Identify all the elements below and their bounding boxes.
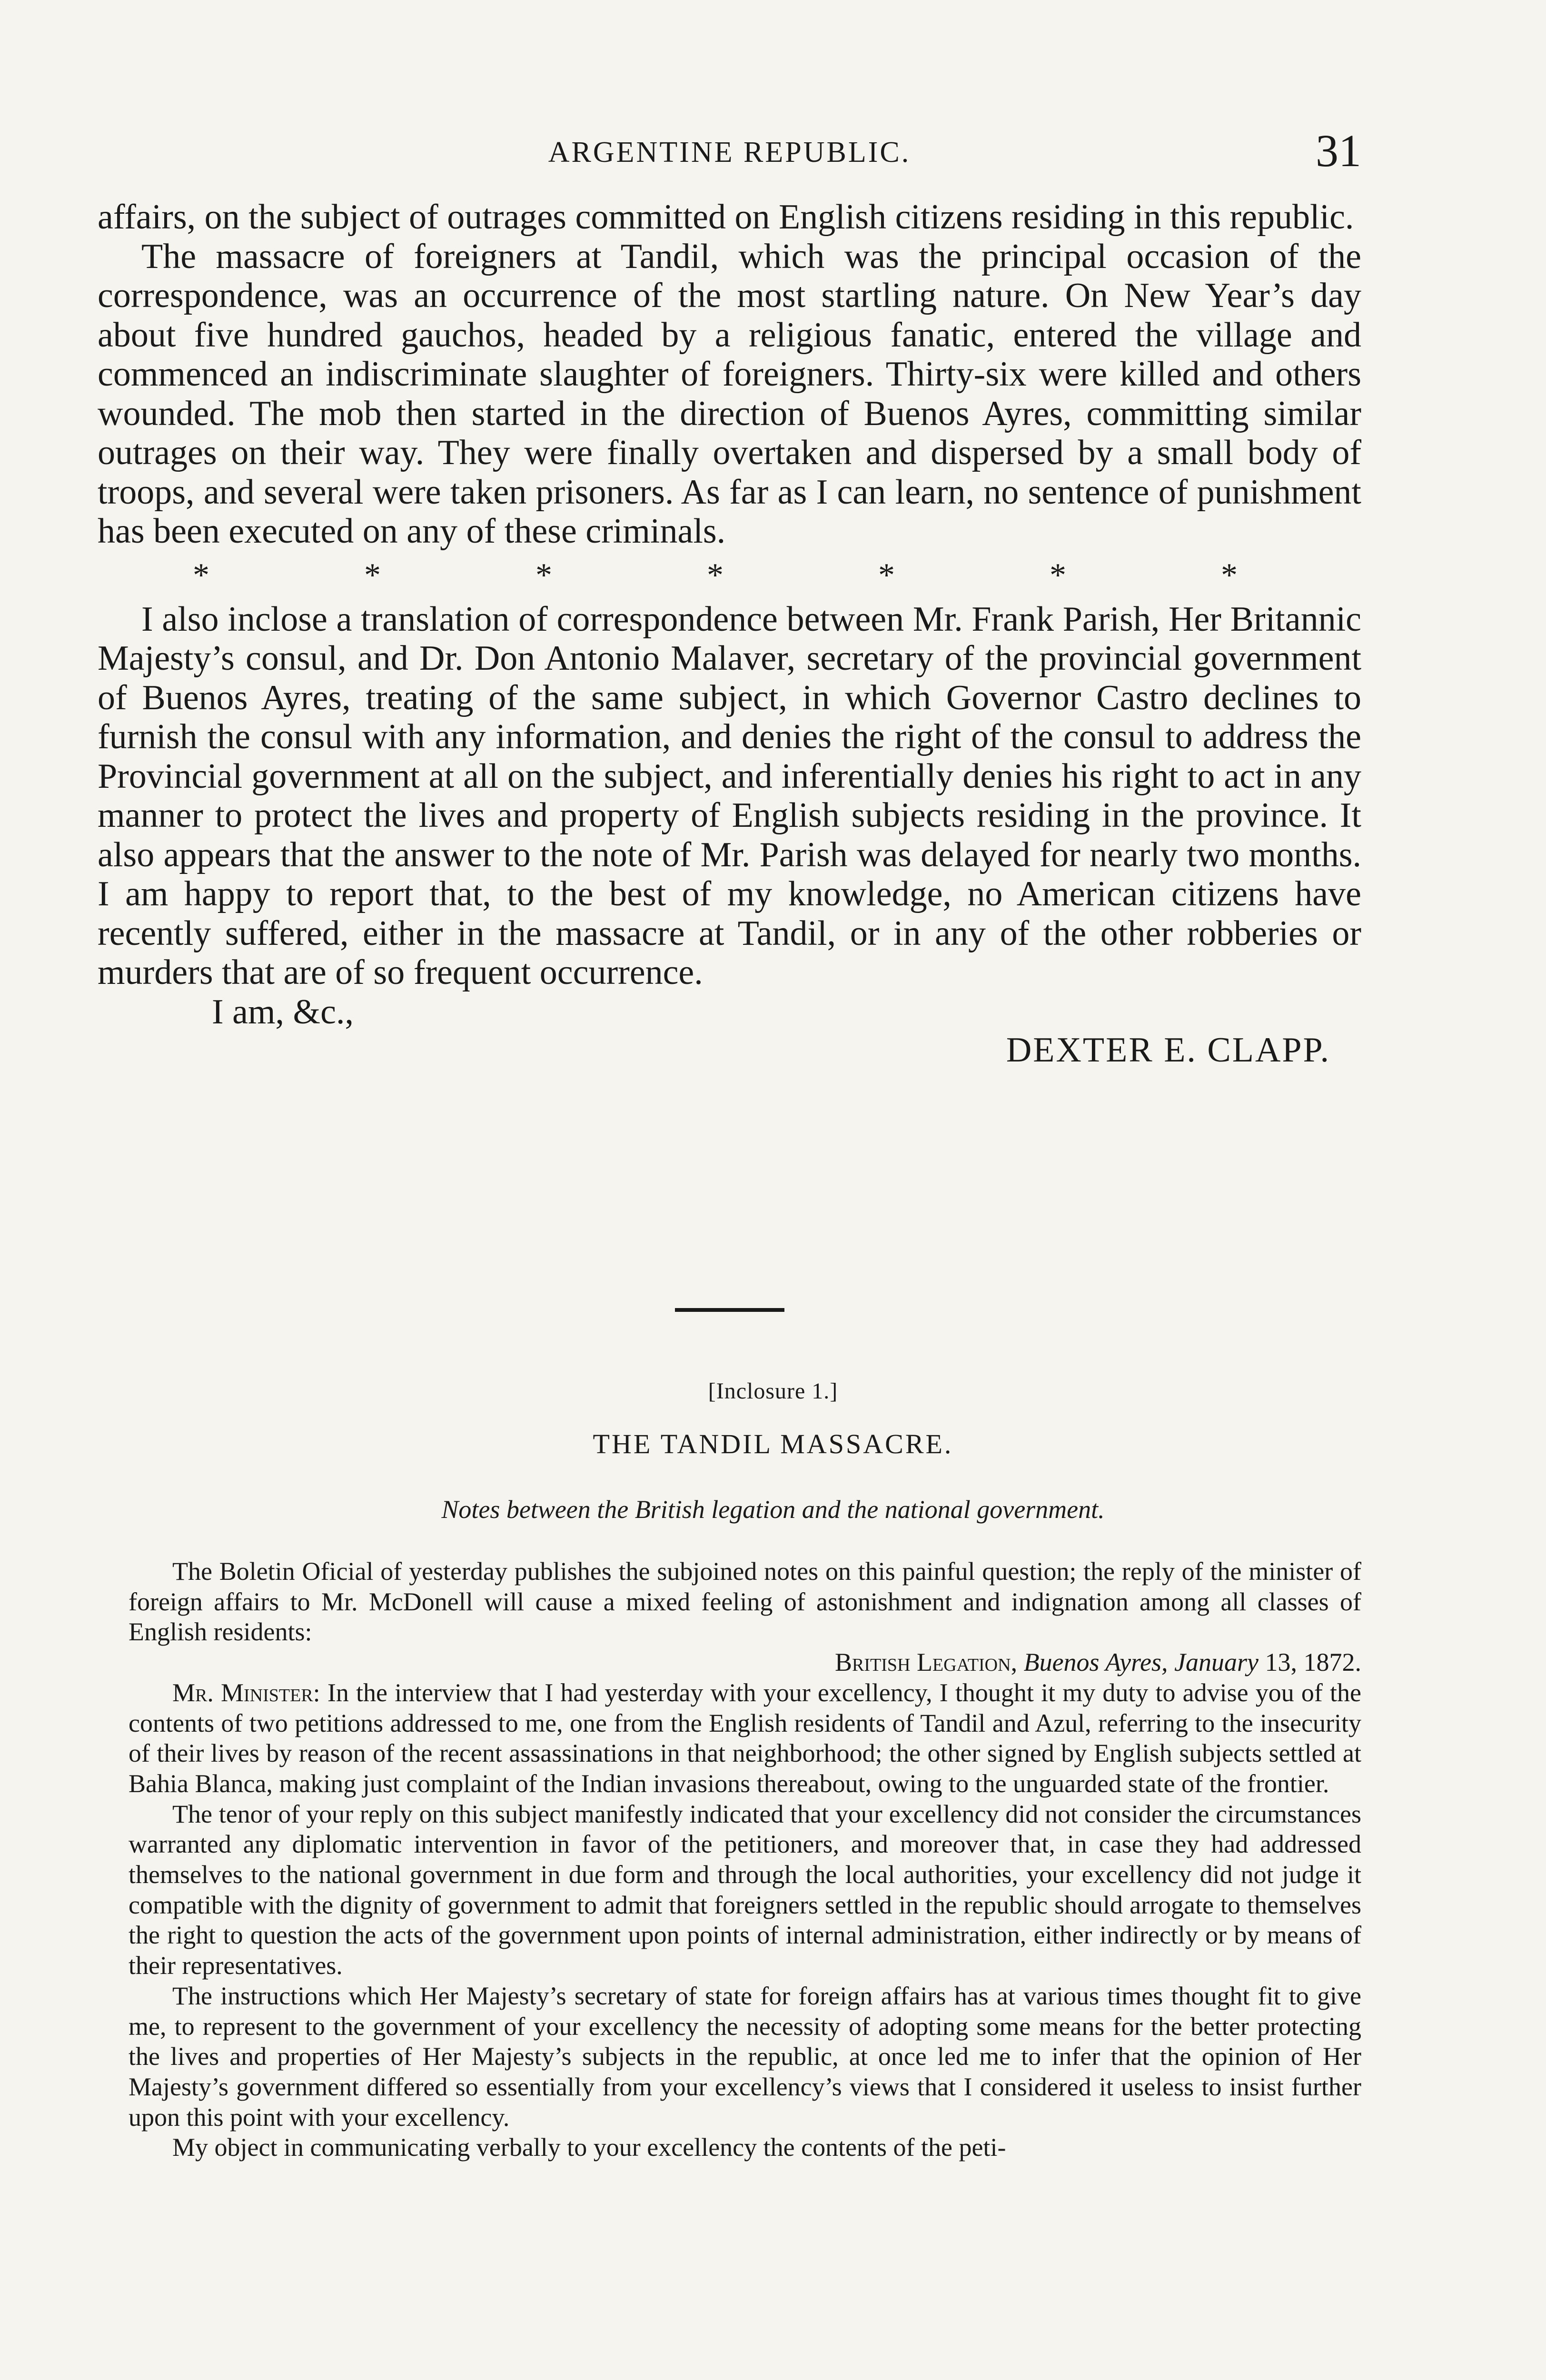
- star: *: [1050, 556, 1066, 594]
- enclosure-paragraph: My object in communicating verbally to your excellency the contents of the peti-: [172, 2133, 1006, 2162]
- enclosure-paragraph: The tenor of your reply on this subject manifestly indicated that your excellency did not consider the circumstances warranted any diplomatic intervention in favor of the petitioners, and moreover that, in case they had addressed themselves to the national government in due form and through the local authorities, your excellency did not judge it compatible with the dignity of government to admit that foreigners settled in the republic should arrogate to themselves the right to question the acts of the government upon points of internal administration, either indirectly or by means of their representatives.: [129, 1799, 1361, 1980]
- section-subtitle: Notes between the British legation and the national government.: [441, 1495, 1105, 1524]
- letter-paragraph: I also inclose a translation of correspondence between Mr. Frank Parish, Her Britannic Majesty’s consul, and Dr. Don Antonio Malaver, secretary of the provincial government of Buenos Ayres, treating of the same subject, in which Governor Castro declines to furnish the consul with any information, and denies the right of the consul to address the Provincial government at all on the subject, and inferentially denies his right to act in any manner to protect the lives and property of English subjects residing in the province. It also appears that the answer to the note of Mr. Parish was delayed for nearly two months. I am happy to report that, to the best of my knowledge, no American citizens have recently suffered, either in the massacre at Tandil, or in any of the other robberies or murders that are of so frequent occurrence.: [98, 599, 1361, 992]
- enclosure-paragraph: The instructions which Her Majesty’s secretary of state for foreign affairs has at various times thought fit to give me, to represent to the government of your excellency the necessity of adopting some means for the better protecting the lives and properties of Her Majesty’s subjects in the republic, at once led me to infer that the opinion of Her Majesty’s government differed so essentially from your excellency’s views that I considered it useless to insist further upon this point with your excellency.: [129, 1981, 1361, 2132]
- enclosure-label: [Inclosure 1.]: [708, 1378, 838, 1404]
- running-header: [98, 121, 1361, 174]
- address-line: Mr. Minister:: [172, 1678, 320, 1707]
- letter-paragraph: affairs, on the subject of outrages committed on English citizens residing in this republic.: [98, 198, 1354, 237]
- star: *: [535, 556, 552, 594]
- page-number: 31: [1316, 125, 1361, 176]
- section-title: THE TANDIL MASSACRE.: [593, 1428, 953, 1459]
- enclosure-paragraph-text: In the interview that I had yesterday with your excellency, I thought it my duty to advise you of the contents of two petitions addressed to me, one from the English residents of Tandil and Azul, referring to the insecurity of their lives by reason of the recent assassinations in that neighborhood; the other signed by English subjects settled at Bahia Blanca, making just complaint of the Indian invasions thereabout, owing to the unguarded state of the frontier.: [129, 1678, 1362, 1798]
- enclosure-intro: The Boletin Oficial of yesterday publishes the subjoined notes on this painful question; the reply of the minister of foreign affairs to Mr. McDonell will cause a mixed feeling of astonishment and indignation among all classes of English residents:: [129, 1557, 1361, 1646]
- section-break-stars: [98, 556, 1361, 600]
- enclosure-paragraph: [129, 1678, 1361, 1799]
- dateline-date: 13, 1872.: [1265, 1648, 1361, 1677]
- running-title: ARGENTINE REPUBLIC.: [548, 136, 911, 169]
- star: *: [878, 556, 895, 594]
- dateline-month: January: [1174, 1648, 1259, 1677]
- signature: DEXTER E. CLAPP.: [1006, 1030, 1330, 1070]
- divider-rule: [675, 1308, 784, 1312]
- dateline: [129, 1647, 1361, 1678]
- star: *: [707, 556, 723, 594]
- letter-closing: [98, 992, 1361, 1069]
- star: *: [1221, 556, 1238, 594]
- letter-paragraph: The massacre of foreigners at Tandil, which was the principal occasion of the correspondence, was an occurrence of the most startling nature. On New Year’s day about five hundred gauchos, headed by a religious fanatic, entered the village and commenced an indiscriminate slaughter of foreigners. Thirty-six were killed and others wounded. The mob then started in the direction of Buenos Ayres, committing similar outrages on their way. They were finally overtaken and dispersed by a small body of troops, and several were taken prisoners. As far as I can learn, no sentence of punishment has been executed on any of these criminals.: [98, 237, 1361, 551]
- enclosure-body: [129, 1557, 1361, 2163]
- dateline-place: British Legation,: [834, 1648, 1018, 1677]
- dateline-city: Buenos Ayres,: [1023, 1648, 1168, 1677]
- salutation: I am, &c.,: [212, 992, 354, 1031]
- letter-body: [98, 198, 1361, 1069]
- star: *: [193, 556, 209, 594]
- star: *: [364, 556, 381, 594]
